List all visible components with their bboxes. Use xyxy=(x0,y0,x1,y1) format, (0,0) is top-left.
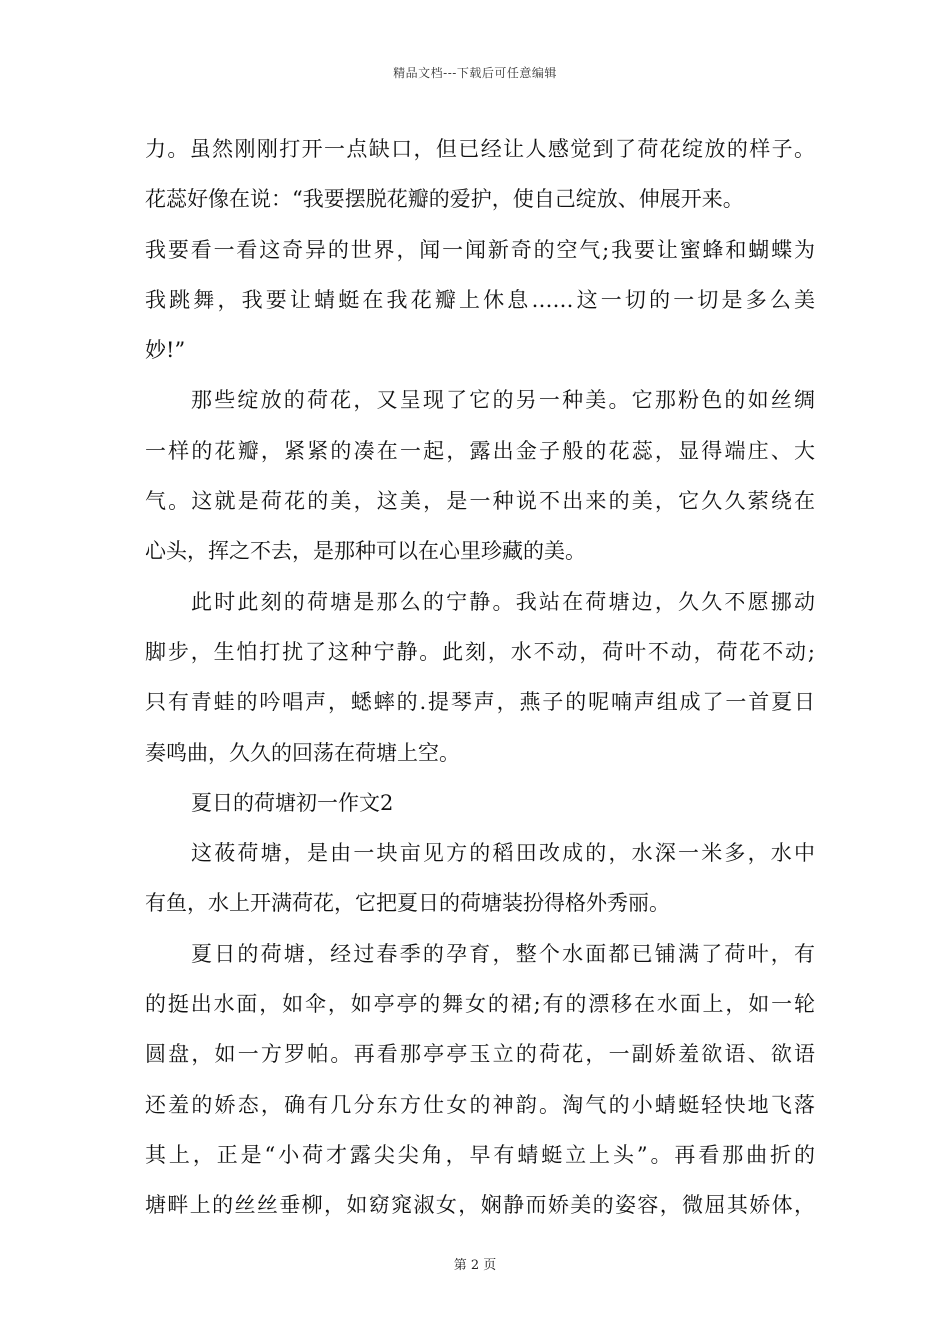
text-line: 塘畔上的丝丝垂柳，如窈窕淑女，娴静而娇美的姿容，微屈其娇体， xyxy=(145,1193,815,1218)
text-line: 有鱼，水上开满荷花，它把夏日的荷塘装扮得格外秀丽。 xyxy=(145,891,670,916)
text-line: 还羞的娇态，确有几分东方仕女的神韵。淘气的小蜻蜓轻快地飞落 xyxy=(145,1092,815,1117)
text-line: 我跳舞，我要让蜻蜓在我花瓣上休息……这一切的一切是多么美 xyxy=(145,287,815,312)
text-line: 妙!” xyxy=(145,338,186,363)
text-line: 奏鸣曲，久久的回荡在荷塘上空。 xyxy=(145,740,460,765)
text-line: 我要看一看这奇异的世界，闻一闻新奇的空气;我要让蜜蜂和蝴蝶为 xyxy=(145,237,815,262)
text-line: 心头，挥之不去，是那种可以在心里珍藏的美。 xyxy=(145,539,586,564)
text-line: 气。这就是荷花的美，这美，是一种说不出来的美，它久久萦绕在 xyxy=(145,489,815,514)
text-line: 脚步，生怕打扰了这种宁静。此刻，水不动，荷叶不动，荷花不动; xyxy=(145,639,815,664)
text-line: 这莜荷塘，是由一块亩见方的稻田改成的，水深一米多，水中 xyxy=(191,841,815,866)
text-line: 花蕊好像在说：“我要摆脱花瓣的爱护，使自己绽放、伸展开来。 xyxy=(145,187,744,212)
text-line: 夏日的荷塘，经过春季的孕育，整个水面都已铺满了荷叶，有 xyxy=(191,941,815,966)
page-header: 精品文档---下载后可任意编辑 xyxy=(393,66,557,80)
text-line: 圆盘，如一方罗帕。再看那亭亭玉立的荷花，一副娇羞欲语、欲语 xyxy=(145,1042,815,1067)
text-line: 一样的花瓣，紧紧的凑在一起，露出金子般的花蕊，显得端庄、大 xyxy=(145,438,815,463)
text-line: 那些绽放的荷花，又呈现了它的另一种美。它那粉色的如丝绸 xyxy=(191,388,815,413)
document-body xyxy=(145,124,815,1231)
text-line: 只有青蛙的吟唱声，蟋蟀的.提琴声，燕子的呢喃声组成了一首夏日 xyxy=(145,690,815,715)
text-line: 此时此刻的荷塘是那么的宁静。我站在荷塘边，久久不愿挪动 xyxy=(191,589,815,614)
page-number: 第 2 页 xyxy=(453,1258,497,1273)
text-line: 其上，正是“小荷才露尖尖角，早有蜻蜓立上头”。再看那曲折的 xyxy=(145,1142,815,1167)
text-line: 的挺出水面，如伞，如亭亭的舞女的裙;有的漂移在水面上，如一轮 xyxy=(145,992,815,1017)
text-line: 力。虽然刚刚打开一点缺口，但已经让人感觉到了荷花绽放的样子。 xyxy=(145,137,815,161)
section-heading: 夏日的荷塘初一作文2 xyxy=(191,790,394,815)
